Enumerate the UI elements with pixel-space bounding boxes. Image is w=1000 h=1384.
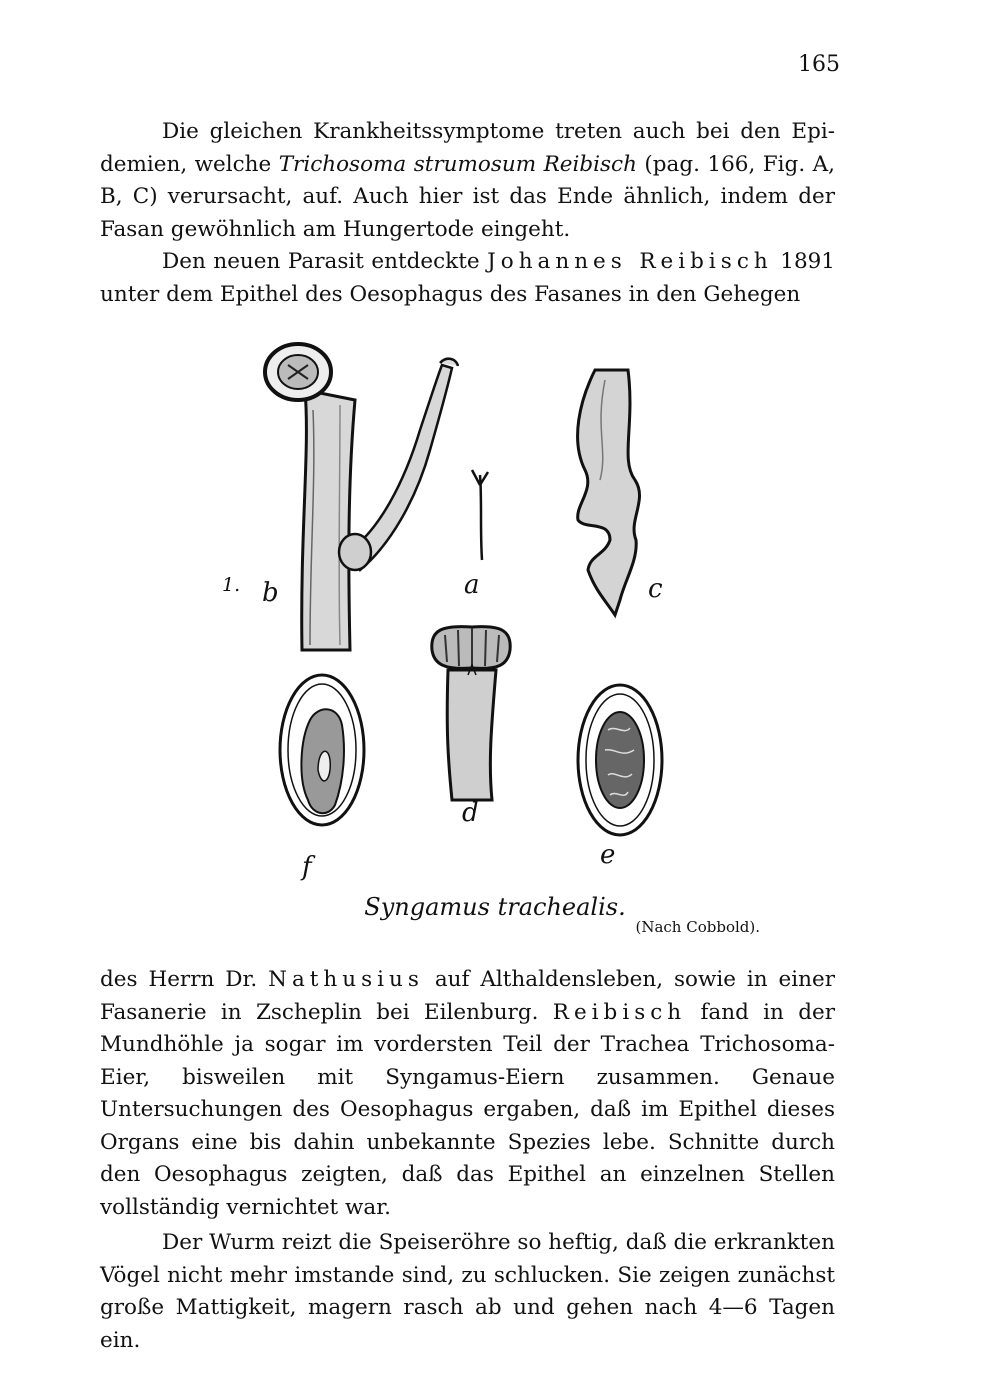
paragraph-3 bbox=[100, 964, 835, 1224]
worm-d-drawing bbox=[432, 627, 510, 800]
species-name-trichosoma: Trichosoma strumosum Reibisch bbox=[278, 151, 637, 177]
syngamus-illustration bbox=[210, 330, 710, 890]
figure-label-a: a bbox=[464, 570, 480, 600]
paragraph-1-text-a: Die gleichen Krankheitssymptome treten auch bei den Epi-demien, welche bbox=[100, 119, 835, 177]
worm-c-drawing bbox=[578, 370, 640, 615]
figure-label-c: c bbox=[648, 574, 663, 604]
figure-number: 1. bbox=[222, 574, 241, 596]
paragraph-1 bbox=[100, 116, 835, 246]
author-name-reibisch: Johannes Reibisch bbox=[487, 249, 773, 274]
figure-label-b: b bbox=[262, 578, 279, 608]
paragraph-3-text-c: auf Althaldensleben, sowie in einer Fasanerie in Zscheplin bei Eilenburg. bbox=[100, 967, 835, 1025]
worm-a-drawing bbox=[472, 470, 488, 560]
egg-f-drawing bbox=[280, 675, 364, 825]
paragraph-1-text-c: (pag. 166, Fig. A, B, C) verursacht, auf. Auch hier ist das Ende ähnlich, indem der Fasan gewöhnlich am Hungertode eingeht. bbox=[100, 151, 835, 242]
worm-b-drawing bbox=[265, 344, 458, 650]
figure-label-e: e bbox=[600, 840, 616, 870]
paragraph-2-text-a: Den neuen Parasit entdeckte bbox=[162, 249, 488, 274]
page-number: 165 bbox=[798, 52, 840, 77]
figure-attribution: (Nach Cobbold). bbox=[635, 918, 760, 936]
author-name-reibisch-2: Reibisch bbox=[552, 999, 687, 1025]
figure-caption: Syngamus trachealis. bbox=[364, 893, 626, 921]
paragraph-2-text-c: 1891 unter dem Epithel des Oesophagus des Fasanes in den Gehegen bbox=[100, 249, 835, 307]
person-name-nathusius: Nathusius bbox=[268, 967, 424, 992]
egg-e-drawing bbox=[578, 685, 662, 835]
paragraph-4 bbox=[100, 1227, 835, 1357]
paragraph-3-text-e: fand in der Mundhöhle ja sogar im vordersten Teil der Trachea Trichosoma-Eier, bisweilen mit Syngamus-Eiern zusammen. Genaue Untersuchungen des Oesophagus ergaben, daß im Epithel dieses Organs eine bis dahin unbekannte Spezies lebe. Schnitte durch den Oesophagus zeigten, daß das Epithel an einzelnen Stellen vollständig vernichtet war. bbox=[100, 999, 835, 1220]
paragraph-2 bbox=[100, 246, 835, 311]
illustration-drawing bbox=[210, 330, 710, 890]
figure-label-d: d bbox=[462, 798, 479, 828]
paragraph-3-text-a: des Herrn Dr. bbox=[100, 967, 269, 992]
paragraph-4-text: Der Wurm reizt die Speiseröhre so heftig, daß die erkrankten Vögel nicht mehr imstande sind, zu schlucken. Sie zeigen zunächst große Mattigkeit, magern rasch ab und gehen nach 4—6 Tagen ein. bbox=[100, 1230, 835, 1353]
figure-label-f: f bbox=[302, 852, 312, 882]
